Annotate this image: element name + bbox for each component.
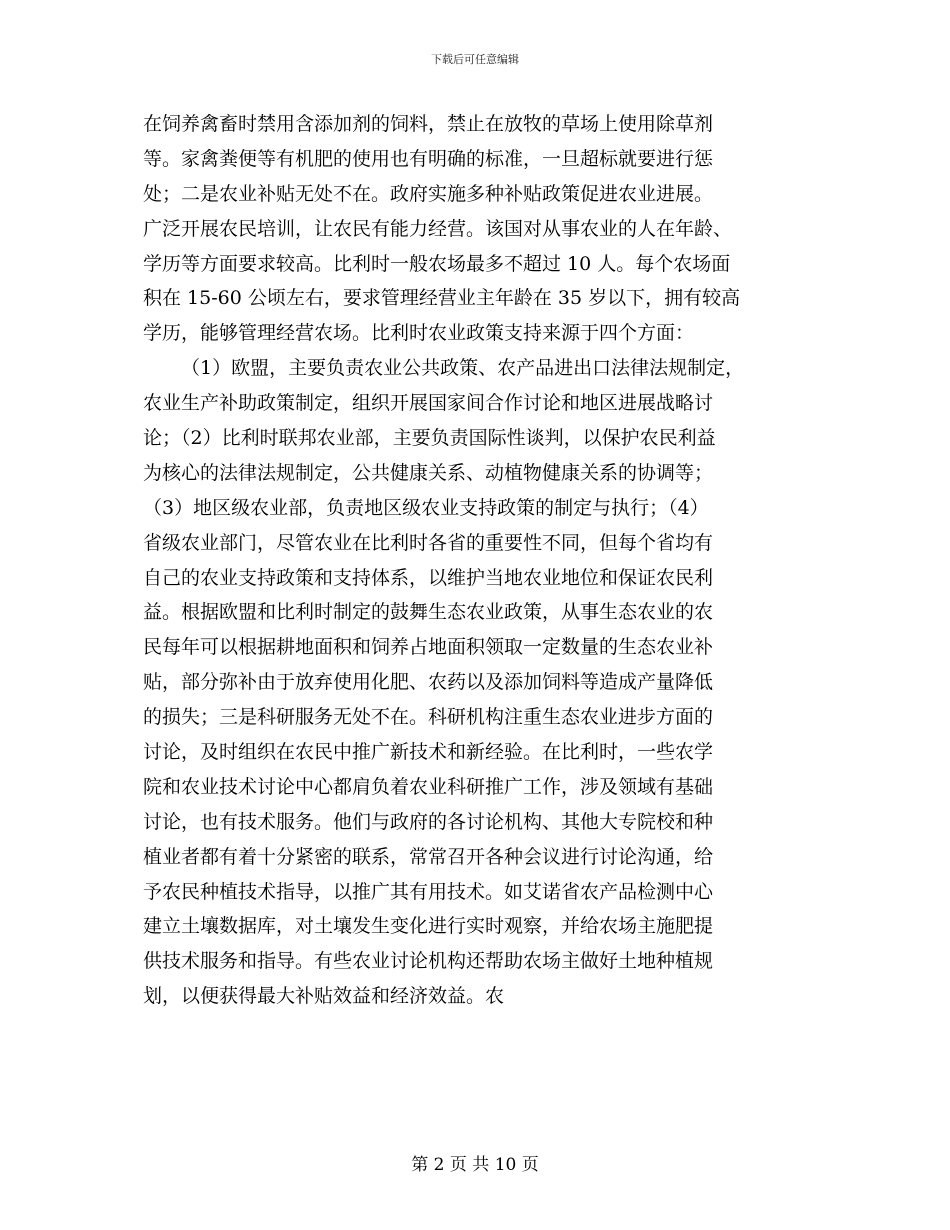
text-line: 积在 15-60 公顷左右，要求管理经营业主年龄在 35 岁以下，拥有较高 [143,287,741,310]
text-line: 在饲养禽畜时禁用含添加剂的饲料，禁止在放牧的草场上使用除草剂 [143,113,714,135]
document-body [143,107,815,1014]
text-line: 予农民种植技术指导，以推广其有用技术。如艾诺省农产品检测中心 [143,880,714,903]
text-line: 为核心的法律法规制定，公共健康关系、动植物健康关系的协调等； [143,461,714,484]
text-line: 自己的农业支持政策和支持体系，以维护当地农业地位和保证农民利 [143,566,714,589]
text-line: 等。家禽粪便等有机肥的使用也有明确的标准，一旦超标就要进行惩 [143,147,714,170]
text-line: 学历，能够管理经营农场。比利时农业政策支持来源于四个方面： [143,322,695,345]
text-line: 讨论，也有技术服务。他们与政府的各讨论机构、其他大专院校和种 [143,810,714,833]
page-header: 下载后可任意编辑 [431,53,519,66]
text-line: 植业者都有着十分紧密的联系，常常召开各种会议进行讨论沟通，给 [143,845,714,868]
text-line: （3）地区级农业部，负责地区级农业支持政策的制定与执行；（4） [143,496,709,519]
text-line: 农业生产补助政策制定，组织开展国家间合作讨论和地区进展战略讨 [143,392,714,415]
text-line: 广泛开展农民培训，让农民有能力经营。该国对从事农业的人在年龄、 [143,217,733,240]
text-line: 民每年可以根据耕地面积和饲养占地面积领取一定数量的生态农业补 [143,636,714,659]
text-line: 的损失；三是科研服务无处不在。科研机构注重生态农业进步方面的 [143,706,714,729]
page-number-footer: 第 2 页 共 10 页 [411,1155,539,1175]
text-line: 贴，部分弥补由于放弃使用化肥、农药以及添加饲料等造成产量降低 [143,671,714,694]
text-line: 处；二是农业补贴无处不在。政府实施多种补贴政策促进农业进展。 [143,182,714,205]
text-line: 院和农业技术讨论中心都肩负着农业科研推广工作，涉及领域有基础 [143,775,714,798]
text-line: 论；（2）比利时联邦农业部，主要负责国际性谈判，以保护农民利益 [143,427,716,450]
text-line: 划，以便获得最大补贴效益和经济效益。农 [143,985,505,1008]
text-line: 省级农业部门，尽管农业在比利时各省的重要性不同，但每个省均有 [143,531,714,554]
text-line: 讨论，及时组织在农民中推广新技术和新经验。在比利时，一些农学 [143,741,714,764]
text-line: 建立土壤数据库，对土壤发生变化进行实时观察，并给农场主施肥提 [143,915,714,938]
text-line: 供技术服务和指导。有些农业讨论机构还帮助农场主做好土地种植规 [143,950,714,973]
text-line-indented: （1）欧盟，主要负责农业公共政策、农产品进出口法律法规制定， [181,357,745,380]
text-line: 学历等方面要求较高。比利时一般农场最多不超过 10 人。每个农场面 [143,252,731,275]
text-line: 益。根据欧盟和比利时制定的鼓舞生态农业政策，从事生态农业的农 [143,601,714,624]
